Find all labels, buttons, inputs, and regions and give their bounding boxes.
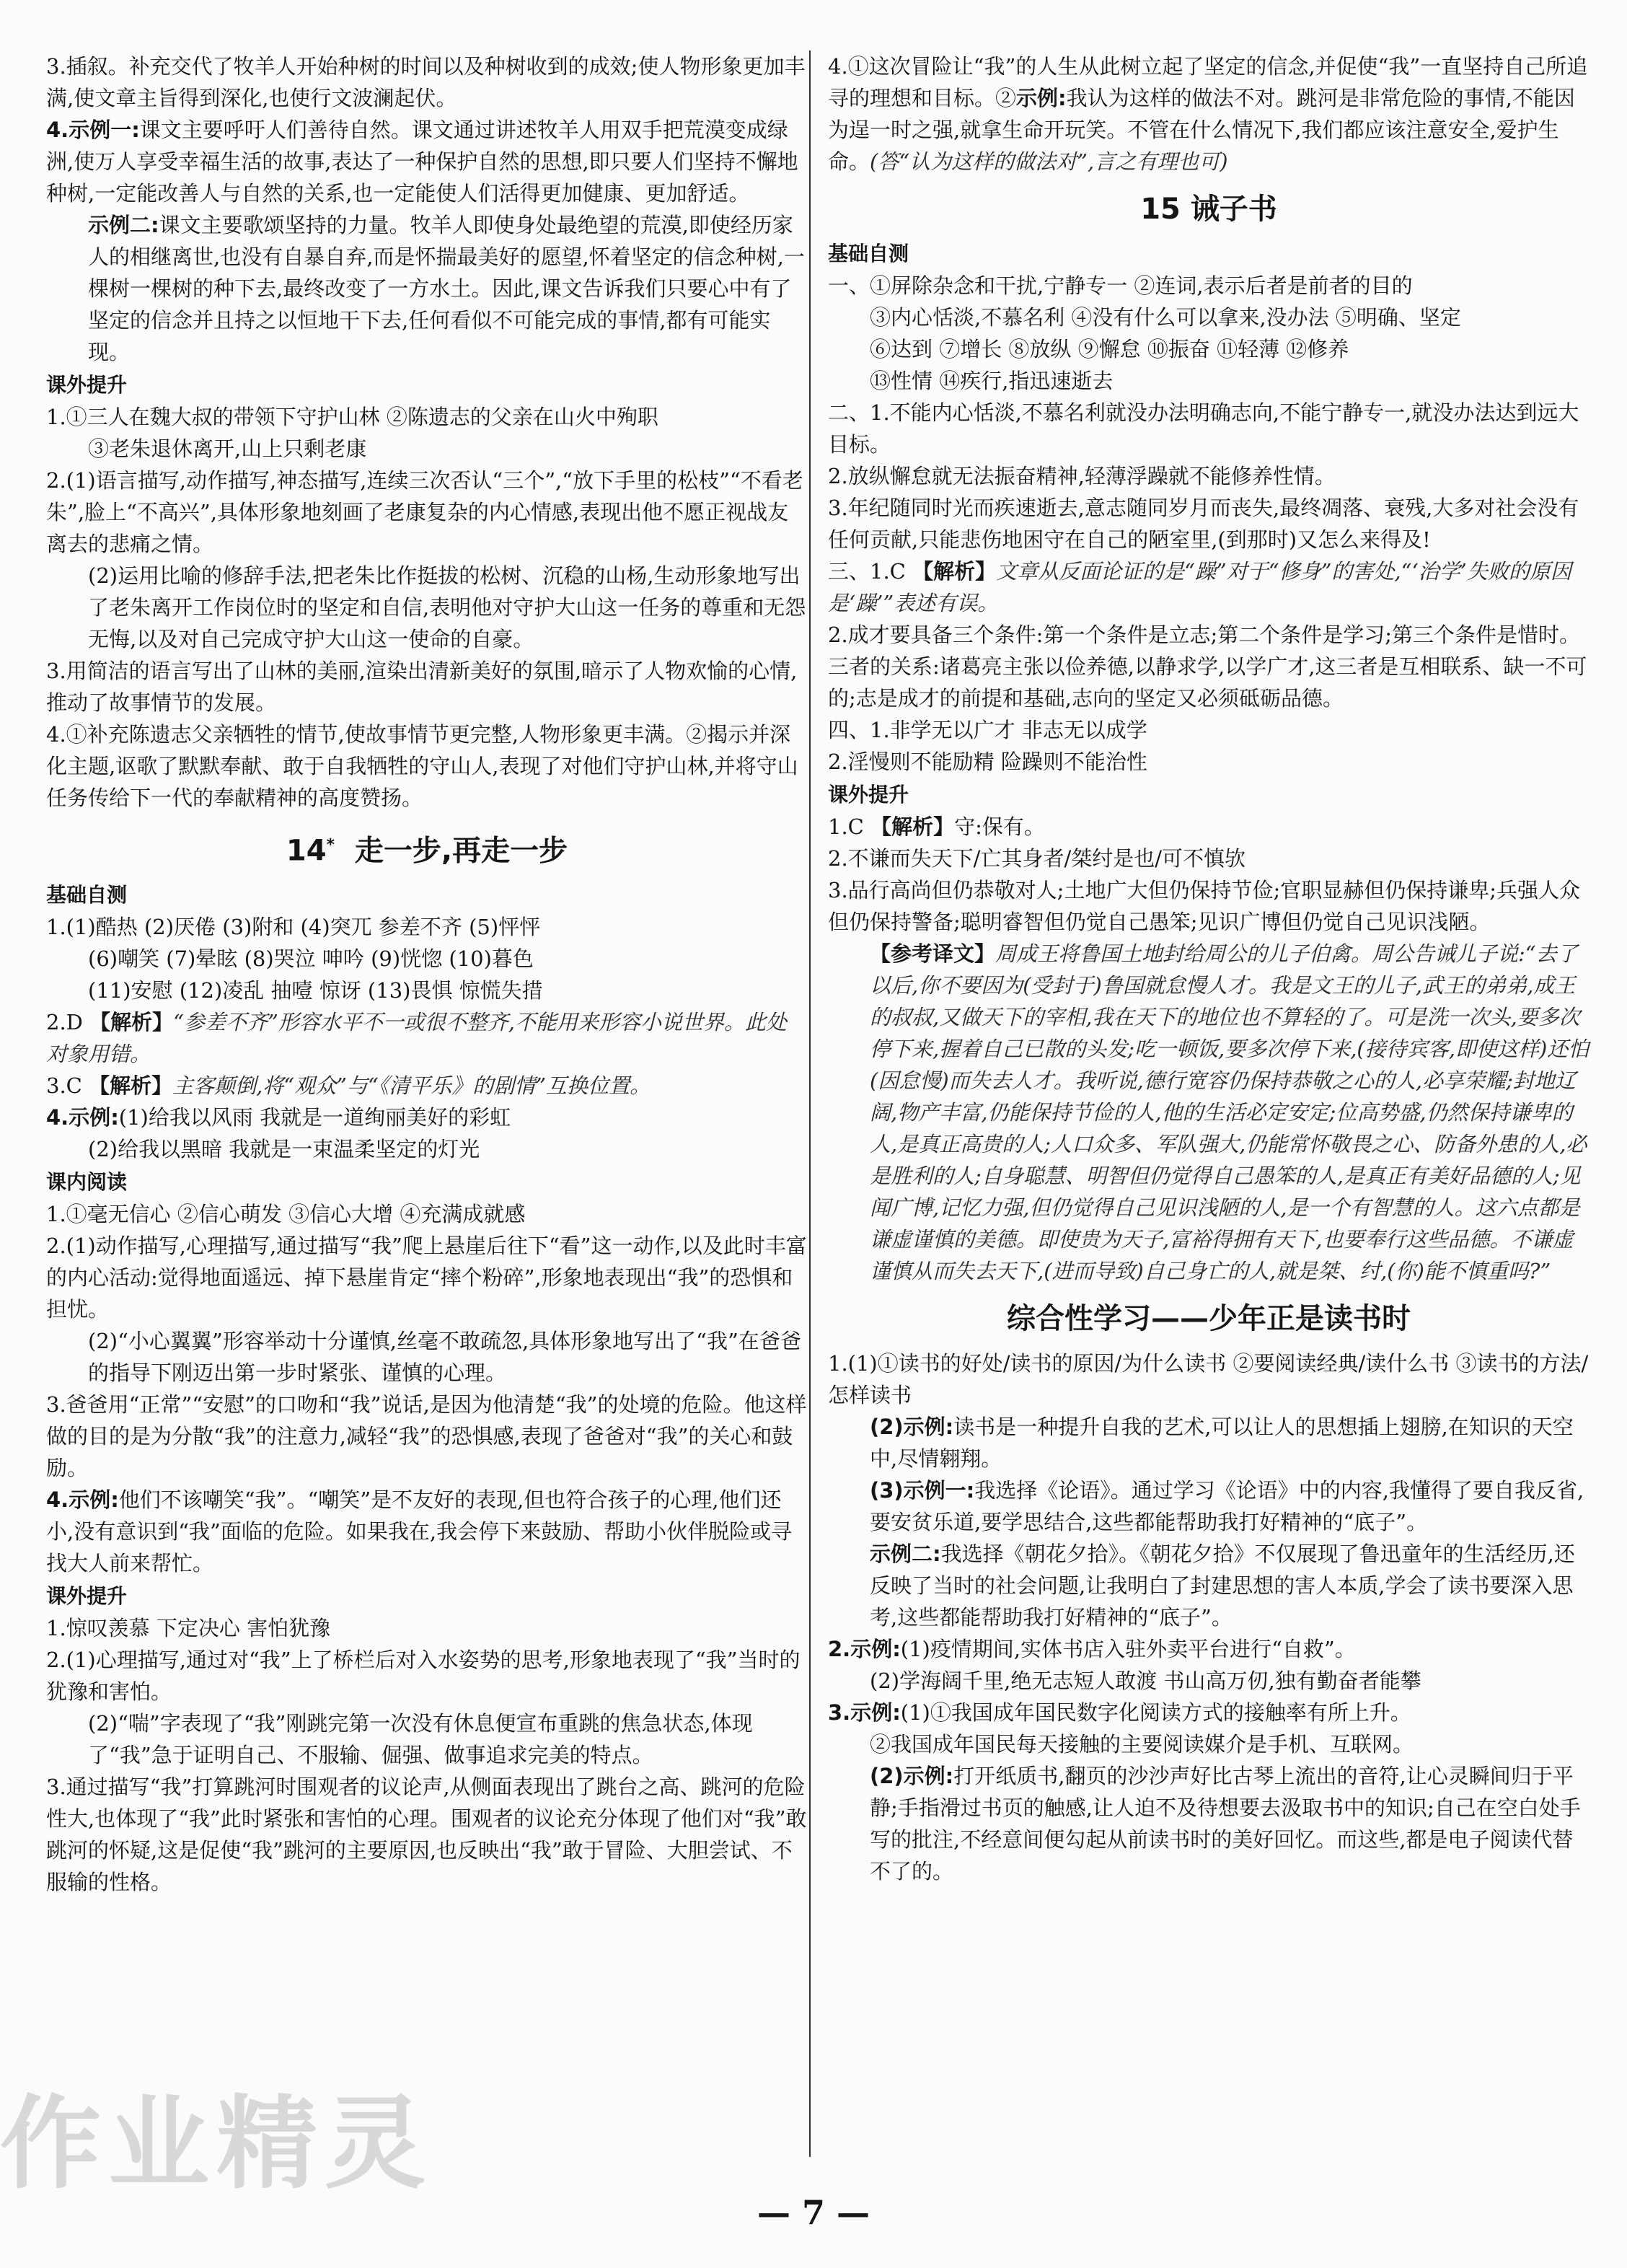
column-divider: [809, 50, 811, 2157]
answer-text: 三、1.C 【解析】文章从反面论证的是“躁”对于“修身”的害处,“‘治学’失败的原因是‘躁’”表述有误。: [828, 559, 1571, 615]
answer-text: 四、1.非学无以广才 非志无以成学: [828, 718, 1147, 742]
answer-text: 1.惊叹羡慕 下定决心 害怕犹豫: [46, 1616, 331, 1641]
answer-text: 2.成才要具备三个条件:第一个条件是立志;第二个条件是学习;第三个条件是惜时。三者的关系:诸葛亮主张以俭养德,以静求学,以学广才,这三者是互相联系、缺一不可的;志是成才的前提和基础,志向的坚定又必须砥砺品德。: [828, 623, 1587, 711]
answer-text: 1.(1)酷热 (2)厌倦 (3)附和 (4)突兀 参差不齐 (5)怦怦: [46, 915, 541, 940]
lesson-title: 综合性学习——少年正是读书时: [1007, 1302, 1411, 1335]
answer-text: (2)“喘”字表现了“我”刚跳完第一次没有休息便宣布重跳的焦急状态,体现了“我”急于证明自己、不服输、倔强、做事追求完美的特点。: [88, 1711, 753, 1768]
answer-text: 2.(1)心理描写,通过对“我”上了桥栏后对入水姿势的思考,形象地表现了“我”当时的犹豫和害怕。: [46, 1648, 801, 1705]
answer-text: 2.D 【解析】“参差不齐”形容水平不一或很不整齐,不能用来形容小说世界。此处对象用错。: [46, 1010, 788, 1067]
lesson-title: 15 诫子书: [1140, 193, 1277, 226]
section-heading: 课内阅读: [46, 1170, 128, 1195]
answer-text: 1.(1)①读书的好处/读书的原因/为什么读书 ②要阅读经典/读什么书 ③读书的方法/怎样读书: [828, 1351, 1589, 1407]
answer-text: ③内心恬淡,不慕名利 ④没有什么可以拿来,没办法 ⑤明确、坚定: [870, 305, 1461, 330]
answer-text: 2.(1)语言描写,动作描写,神态描写,连续三次否认“三个”,“放下手里的松枝”“不看老朱”,脸上“不高兴”,具体形象地刻画了老康复杂的内心情感,表现出他不愿正视战友离去的悲痛之情。: [46, 468, 803, 556]
answer-text: 3.用简洁的语言写出了山林的美丽,渲染出清新美好的氛围,暗示了人物欢愉的心情,推动了故事情节的发展。: [46, 659, 798, 715]
answer-text: 2.示例:(1)疫情期间,实体书店入驻外卖平台进行“自救”。: [828, 1637, 1356, 1661]
answer-text: 2.淫慢则不能励精 险躁则不能治性: [828, 750, 1147, 774]
answer-text: 4.①补充陈遗志父亲牺牲的情节,使故事情节更完整,人物形象更丰满。②揭示并深化主题,讴歌了默默奉献、敢于自我牺牲的守山人,表现了对他们守护山林,并将守山任务传给下一代的奉献精神的高度赞扬。: [46, 722, 798, 810]
answer-text: ③老朱退休离开,山上只剩老康: [88, 436, 367, 461]
page-number: — 7 —: [757, 2193, 870, 2232]
answer-text: 1.①三人在魏大叔的带领下守护山林 ②陈遗志的父亲在山火中殉职: [46, 405, 658, 429]
right-column: [828, 50, 1589, 1887]
answer-text: 3.通过描写“我”打算跳河时围观者的议论声,从侧面表现出了跳台之高、跳河的危险性大,也体现了“我”此时紧张和害怕的心理。围观者的议论充分体现了他们对“我”敢跳河的怀疑,这是促使“我”跳河的主要原因,也反映出“我”敢于冒险、大胆尝试、不服输的性格。: [46, 1775, 807, 1895]
answer-text: 1.①毫无信心 ②信心萌发 ③信心大增 ④充满成就感: [46, 1202, 526, 1227]
answer-text: 示例二:课文主要歌颂坚持的力量。牧羊人即使身处最绝望的荒漠,即使经历家人的相继离世,也没有自暴自弃,而是怀揣最美好的愿望,怀着坚定的信念种树,一棵树一棵树的种下去,最终改变了一方水土。因此,课文告诉我们只要心中有了坚定的信念并且持之以恒地干下去,任何看似不可能完成的事情,都有可能实现。: [88, 213, 805, 364]
answer-text: 1.C 【解析】守:保有。: [828, 814, 1045, 839]
answer-text: 3.爸爸用“正常”“安慰”的口吻和“我”说话,是因为他清楚“我”的处境的危险。他这样做的目的是为分散“我”的注意力,减轻“我”的恐惧感,表现了爸爸对“我”的关心和鼓励。: [46, 1392, 807, 1481]
answer-text: 4.示例一:课文主要呼吁人们善待自然。课文通过讲述牧羊人用双手把荒漠变成绿洲,使万人享受幸福生活的故事,表达了一种保护自然的思想,即只要人们坚持不懈地种树,一定能改善人与自然的关系,也一定能使人们活得更加健康、更加舒适。: [46, 118, 798, 206]
answer-text: 一、①屏除杂念和干扰,宁静专一 ②连词,表示后者是前者的目的: [828, 273, 1413, 298]
answer-text: (2)学海阔千里,绝无志短人敢渡 书山高万仞,独有勤奋者能攀: [870, 1669, 1421, 1693]
answer-text: (11)安慰 (12)凌乱 抽噎 惊讶 (13)畏惧 惊慌失措: [88, 978, 543, 1003]
answer-text: 2.不谦而失天下/亡其身者/桀纣是也/可不慎欤: [828, 846, 1245, 871]
answer-text: 4.示例:(1)给我以风雨 我就是一道绚丽美好的彩虹: [46, 1105, 511, 1130]
section-heading: 课外提升: [828, 783, 909, 806]
answer-text: (2)给我以黑暗 我就是一束温柔坚定的灯光: [88, 1137, 480, 1162]
watermark: 作业精灵: [0, 2085, 433, 2203]
answer-text: (3)示例一:我选择《论语》。通过学习《论语》中的内容,我懂得了要自我反省,要安贫乐道,要学思结合,这些都能帮助我打好精神的“底子”。: [870, 1478, 1584, 1534]
left-column: [46, 50, 808, 1898]
answer-text: 2.放纵懈怠就无法振奋精神,轻薄浮躁就不能修养性情。: [828, 464, 1336, 488]
answer-text: (6)嘲笑 (7)晕眩 (8)哭泣 呻吟 (9)恍惚 (10)暮色: [88, 946, 534, 972]
section-heading: 课外提升: [46, 1584, 128, 1609]
answer-text: ②我国成年国民每天接触的主要阅读媒介是手机、互联网。: [870, 1732, 1414, 1757]
answer-text: 4.①这次冒险让“我”的人生从此树立起了坚定的信念,并促使“我”一直坚持自己所追寻的理想和目标。②示例:我认为这样的做法不对。跳河是非常危险的事情,不能因为逞一时之强,就拿生命开玩笑。不管在什么情况下,我们都应该注意安全,爱护生命。(答“认为这样的做法对”,言之有理也可): [828, 54, 1588, 174]
answer-text: 4.示例:他们不该嘲笑“我”。“嘲笑”是不友好的表现,但也符合孩子的心理,他们还小,没有意识到“我”面临的危险。如果我在,我会停下来鼓励、帮助小伙伴脱险或寻找大人前来帮忙。: [46, 1487, 793, 1576]
answer-text: 3.C 【解析】主客颠倒,将“观众”与“《清平乐》的剧情”互换位置。: [46, 1073, 651, 1099]
answer-text: ⑥达到 ⑦增长 ⑧放纵 ⑨懈怠 ⑩振奋 ⑪轻薄 ⑫修养: [870, 337, 1349, 361]
answer-text: (2)示例:打开纸质书,翻页的沙沙声好比古琴上流出的音符,让心灵瞬间归于平静;手指滑过书页的触感,让人迫不及待想要去汲取书中的知识;自己在空白处手写的批注,不经意间便勾起从前读书时的美好回忆。而这些,都是电子阅读代替不了的。: [870, 1764, 1581, 1884]
answer-text: ⑬性情 ⑭疾行,指迅速逝去: [870, 369, 1114, 393]
section-heading: 基础自测: [46, 883, 128, 907]
answer-text: 示例二:我选择《朝花夕拾》。《朝花夕拾》不仅展现了鲁迅童年的生活经历,还反映了当时的社会问题,让我明白了封建思想的害人本质,学会了读书要深入思考,这些都能帮助我打好精神的“底子”。: [870, 1542, 1575, 1630]
answer-text: (2)示例:读书是一种提升自我的艺术,可以让人的思想插上翅膀,在知识的天空中,尽情翱翔。: [870, 1415, 1574, 1471]
section-heading: 课外提升: [46, 373, 128, 397]
section-heading: 基础自测: [828, 242, 909, 265]
answer-text: 【参考译文】周成王将鲁国土地封给周公的儿子伯禽。周公告诫儿子说:“去了以后,你不要因为(受封于)鲁国就怠慢人才。我是文王的儿子,武王的弟弟,成王的叔叔,又做天下的宰相,我在天下的地位也不算轻的了。可是洗一次头,要多次停下来,握着自己已散的头发;吃一顿饭,要多次停下来,(接待宾客,即使这样)还怕(因怠慢)而失去人才。我听说,德行宽容仍保持恭敬之心的人,必享荣耀;封地辽阔,物产丰富,仍能保持节俭的人,他的生活必定安定;位高势盛,仍然保持谦卑的人,是真正高贵的人;人口众多、军队强大,仍能常怀敬畏之心、防备外患的人,必是胜利的人;自身聪慧、明智但仍觉得自己愚笨的人,是真正有美好品德的人;见闻广博,记忆力强,但仍觉得自己见识浅陋的人,是一个有智慧的人。这六点都是谦虚谨慎的美德。即使贵为天子,富裕得拥有天下,也要奉行这些品德。不谦虚谨慎从而失去天下,(进而导致)自己身亡的人,就是桀、纣,(你)能不慎重吗?”: [870, 941, 1589, 1283]
answer-text: 二、1.不能内心恬淡,不慕名利就没办法明确志向,不能宁静专一,就没办法达到远大目标。: [828, 400, 1579, 457]
answer-text: (2)运用比喻的修辞手法,把老朱比作挺拔的松树、沉稳的山杨,生动形象地写出了老朱离开工作岗位时的坚定和自信,表明他对守护大山这一任务的尊重和无怨无悔,以及对自己完成守护大山这一使命的自豪。: [88, 563, 806, 651]
answer-text: (2)“小心翼翼”形容举动十分谨慎,丝毫不敢疏忽,具体形象地写出了“我”在爸爸的指导下刚迈出第一步时紧张、谨慎的心理。: [88, 1329, 801, 1386]
answer-text: 3.年纪随同时光而疾速逝去,意志随同岁月而丧失,最终凋落、衰残,大多对社会没有任何贡献,只能悲伤地困守在自己的陋室里,(到那时)又怎么来得及!: [828, 496, 1579, 552]
answer-text: 3.品行高尚但仍恭敬对人;土地广大但仍保持节俭;官职显赫但仍保持谦卑;兵强人众但仍保持警备;聪明睿智但仍觉自己愚笨;见识广博但仍觉自己见识浅陋。: [828, 878, 1580, 934]
answer-text: 2.(1)动作描写,心理描写,通过描写“我”爬上悬崖后往下“看”这一动作,以及此时丰富的内心活动:觉得地面遥远、掉下悬崖肯定“摔个粉碎”,形象地表现出“我”的恐惧和担忧。: [46, 1234, 807, 1322]
answer-text: 3.示例:(1)①我国成年国民数字化阅读方式的接触率有所上升。: [828, 1700, 1411, 1725]
answer-text: 3.插叙。补充交代了牧羊人开始种树的时间以及种树收到的成效;使人物形象更加丰满,使文章主旨得到深化,也使行文波澜起伏。: [46, 54, 806, 110]
lesson-title: 14* 走一步,再走一步: [286, 834, 568, 868]
